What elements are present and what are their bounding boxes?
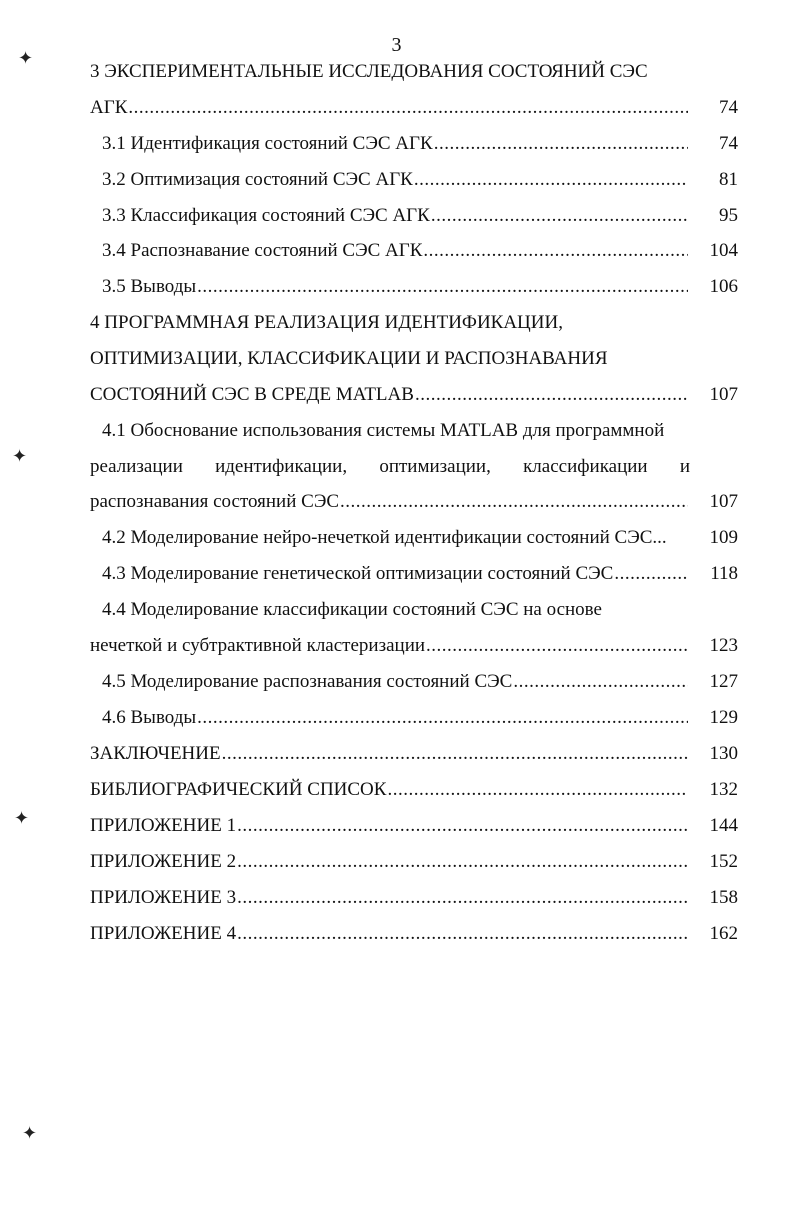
scan-mark-icon: ✦ <box>22 1123 38 1144</box>
toc-page-number: 95 <box>719 205 738 226</box>
toc-page-number: 127 <box>709 671 738 692</box>
toc-entry-conclusion[interactable]: ЗАКЛЮЧЕНИЕ ..... 130 <box>90 743 738 777</box>
toc-page-number: 130 <box>709 743 738 764</box>
toc-page-number: 106 <box>709 276 738 297</box>
leader-dots <box>423 240 688 262</box>
leader-dots <box>237 887 688 909</box>
leader-dots <box>614 563 688 585</box>
leader-dots <box>414 169 688 191</box>
toc-entry-4-5[interactable]: 4.5 Моделирование распознавания состояний СЭС ..... 127 <box>102 671 738 705</box>
leader-dots <box>197 707 688 729</box>
toc-page-number: 118 <box>710 563 738 584</box>
toc-heading-3: 3 ЭКСПЕРИМЕНТАЛЬНЫЕ ИССЛЕДОВАНИЯ СОСТОЯНИЙ СЭС <box>90 61 648 82</box>
toc-heading-4-line2: ОПТИМИЗАЦИИ, КЛАССИФИКАЦИИ И РАСПОЗНАВАНИЯ <box>90 348 608 369</box>
toc-entry-appendix-2[interactable]: ПРИЛОЖЕНИЕ 2 ..... 152 <box>90 851 738 885</box>
toc-page-number: 158 <box>709 887 738 908</box>
toc-entry-4-1-line2: реализации идентификации, оптимизации, классификации и <box>90 456 690 477</box>
toc-entry-4-3[interactable]: 4.3 Моделирование генетической оптимизации состояний СЭС ..... 118 <box>102 563 738 597</box>
leader-dots <box>237 851 688 873</box>
toc-entry-3-2[interactable]: 3.2 Оптимизация состояний СЭС АГК ..... 81 <box>102 169 738 203</box>
leader-dots <box>222 743 688 765</box>
toc-entry-appendix-4[interactable]: ПРИЛОЖЕНИЕ 4 ..... 162 <box>90 923 738 957</box>
toc-entry-3-3[interactable]: 3.3 Классификация состояний СЭС АГК ..... 95 <box>102 205 738 239</box>
leader-dots <box>513 671 688 693</box>
leader-dots <box>434 133 688 155</box>
toc-page-number: 107 <box>709 384 738 405</box>
toc-page-number: 74 <box>719 97 738 118</box>
toc-page-number: 107 <box>709 491 738 512</box>
toc-page-number: 123 <box>709 635 738 656</box>
toc-page-number: 132 <box>709 779 738 800</box>
leader-dots <box>387 779 688 801</box>
toc-entry-appendix-3[interactable]: ПРИЛОЖЕНИЕ 3 ..... 158 <box>90 887 738 921</box>
toc-entry-appendix-1[interactable]: ПРИЛОЖЕНИЕ 1 ..... 144 <box>90 815 738 849</box>
toc-entry-4-1-line1: 4.1 Обоснование использования системы MATLAB для программной <box>102 420 665 441</box>
toc-page-number: 81 <box>719 169 738 190</box>
toc-entry-4-2[interactable]: 4.2 Моделирование нейро-нечеткой идентификации состояний СЭС... 109 <box>102 527 738 548</box>
leader-dots <box>197 276 688 298</box>
toc-entry-3-4[interactable]: 3.4 Распознавание состояний СЭС АГК ..... 104 <box>102 240 738 274</box>
toc-entry-4-4[interactable]: нечеткой и субтрактивной кластеризации ..... 123 <box>90 635 738 669</box>
leader-dots <box>340 491 688 513</box>
scan-mark-icon: ✦ <box>12 446 28 467</box>
toc-page-number: 104 <box>709 240 738 261</box>
leader-dots <box>431 205 688 227</box>
toc-entry-3-5[interactable]: 3.5 Выводы ..... 106 <box>102 276 738 310</box>
leader-dots <box>128 97 688 119</box>
toc-page-number: 109 <box>709 527 738 548</box>
leader-dots <box>426 635 688 657</box>
toc-heading-4-line1: 4 ПРОГРАММНАЯ РЕАЛИЗАЦИЯ ИДЕНТИФИКАЦИИ, <box>90 312 563 333</box>
leader-dots <box>237 923 688 945</box>
scan-mark-icon: ✦ <box>14 808 30 829</box>
leader-dots <box>237 815 688 837</box>
toc-entry-4[interactable]: СОСТОЯНИЙ СЭС В СРЕДЕ MATLAB ..... 107 <box>90 384 738 418</box>
toc-page-number: 129 <box>709 707 738 728</box>
toc-entry-3-1[interactable]: 3.1 Идентификация состояний СЭС АГК ..... 74 <box>102 133 738 167</box>
toc-page-number: 152 <box>709 851 738 872</box>
toc-entry-4-1[interactable]: распознавания состояний СЭС ..... 107 <box>90 491 738 525</box>
toc-entry-4-6[interactable]: 4.6 Выводы ..... 129 <box>102 707 738 741</box>
toc-page-number: 74 <box>719 133 738 154</box>
toc-entry-bibliography[interactable]: БИБЛИОГРАФИЧЕСКИЙ СПИСОК ..... 132 <box>90 779 738 813</box>
page-number: 3 <box>391 34 402 56</box>
toc-entry-3[interactable]: АГК ..... 74 <box>90 97 738 131</box>
toc-entry-4-4-line1: 4.4 Моделирование классификации состояний СЭС на основе <box>102 599 602 620</box>
toc-page-number: 144 <box>709 815 738 836</box>
leader-dots <box>415 384 688 406</box>
scan-mark-icon: ✦ <box>18 48 34 69</box>
toc-page-number: 162 <box>709 923 738 944</box>
